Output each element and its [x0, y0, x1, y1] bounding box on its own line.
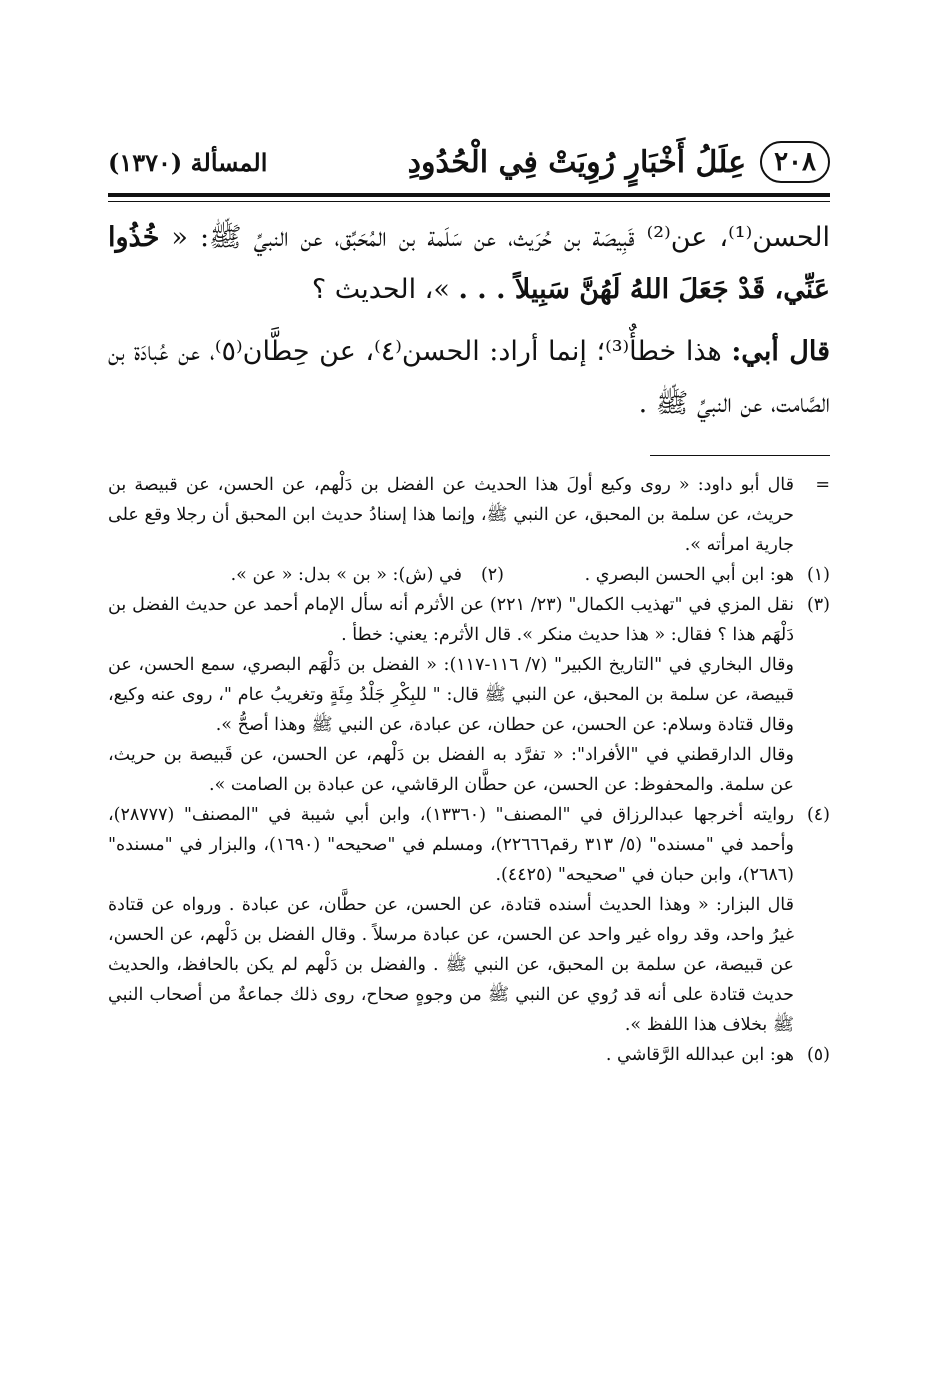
book-title: عِلَلُ أَخْبَارٍ رُوِيَتْ فِي الْحُدُودِ	[407, 144, 747, 180]
footnote-text: هو: ابن عبدالله الرَّقاشي .	[605, 1045, 794, 1065]
footnote-text: نقل المزي في "تهذيب الكمال" (٢٣/ ٢٢١) عن الأثرم أنه سأل الإمام أحمد عن حديث الفضل بن دَلْهَم هذا ؟ فقال: « هذا حديث منكر ». قال الأثرم: يعني: خطأ .	[108, 595, 794, 645]
footnote-continuation	[108, 470, 830, 560]
page-number: ٢٠٨	[760, 141, 830, 183]
header-rule-thick	[108, 193, 830, 197]
footnote-mark: (٥)	[806, 1045, 830, 1065]
footnote-mark: =	[815, 475, 830, 495]
footnote-3	[108, 590, 830, 800]
question-text: الحسن⁽¹⁾، عن⁽²⁾ قَبِيصَة بن حُرَيث، عن سَلَمة بن المُحَبِّق، عن النبيِّ ﷺ: «	[159, 222, 830, 253]
question-end: »، الحديث ؟	[311, 274, 459, 305]
paragraph-question	[108, 212, 830, 316]
hadith-quote: خُذُوا عَنِّي، قَدْ جَعَلَ اللهُ لَهُنَّ سَبِيلاً . . .	[108, 222, 830, 305]
main-text	[108, 212, 830, 430]
footnote-text: روايته أخرجها عبدالرزاق في "المصنف" (١٣٣٦٠)، وابن أبي شيبة في "المصنف" (٢٨٧٧٧)، وأحمد في "مسنده" (٥/ ٣١٣ رقم٢٢٦٦٦)، ومسلم في "صحيحه" (١٦٩٠)، والبزار في "مسنده" (٢٦٨٦)، وابن حبان في "صحيحه" (٤٤٢٥).	[108, 805, 794, 885]
page-header	[108, 140, 830, 184]
footnote-text: في (ش): « بن » بدل: « عن ».	[230, 565, 462, 585]
footnote-mark: (١)	[806, 565, 830, 585]
footnote-row-1-2	[108, 560, 830, 590]
speaker-label: قال أبي:	[731, 336, 830, 367]
header-rule-thin	[108, 201, 830, 202]
issue-label: المسألة (١٣٧٠)	[108, 147, 268, 177]
answer-text: هذا خطأٌ⁽³⁾؛ إنما أراد: الحسن⁽٤⁾، عن حِطَّان⁽٥⁾، عن عُبادَة بن الصَّامت، عن النبيِّ ﷺ .	[108, 336, 830, 419]
footnote-text: قال أبو داود: « روى وكيع أولَ هذا الحديث عن الفضل بن دَلْهم، عن الحسن، عن قبيصة بن حريث، عن سلمة بن المحبق، عن النبي ﷺ، وإنما هذا إسنادُ حديث ابن المحبق أن رجلا وقع على جارية امرأته ».	[108, 475, 794, 555]
footnote-separator	[650, 455, 830, 456]
footnote-mark: (٣)	[806, 595, 830, 615]
paragraph-answer	[108, 326, 830, 430]
footnote-text: قال البزار: « وهذا الحديث أسنده قتادة، عن الحسن، عن حطَّان، عن عبادة . ورواه عن قتادة غيرُ واحد، وقد رواه غير واحد عن الحسن، عن عبادة مرسلاً . وقال الفضل بن دَلْهم، عن الحسن، عن قبيصة، عن سلمة بن المحبق، عن النبي ﷺ . والفضل بن دَلْهم لم يكن بالحافظ، والحديث حديث قتادة على أنه قد رُوي عن النبي ﷺ من وجوهٍ صحاح، روى ذلك جماعةٌ من أصحاب النبي ﷺ بخلاف هذا اللفظ ».	[108, 895, 794, 1035]
footnote-mark: (٤)	[806, 805, 830, 825]
footnote-text: وقال الدارقطني في "الأفراد": « تفرَّد به الفضل بن دَلْهم، عن الحسن، عن قَبيصة بن حريث، عن سلمة. والمحفوظ: عن الحسن، عن حطَّان الرقاشي، عن عبادة بن الصامت ».	[108, 745, 794, 795]
footnote-text: هو: ابن أبي الحسن البصري .	[584, 565, 794, 585]
header-title-group	[408, 141, 830, 183]
footnote-mark: (٢)	[480, 565, 504, 585]
footnote-4	[108, 800, 830, 1040]
footnotes	[108, 470, 830, 1070]
footnote-text: وقال البخاري في "التاريخ الكبير" (٧/ ١١٦-١١٧): « الفضل بن دَلْهَم البصري، سمع الحسن، عن قبيصة، عن سلمة بن المحبق، عن النبي ﷺ قال: " للبِكْرِ جَلْدُ مِئَةٍ وتغريبُ عام "، روى عنه وكيع، وقال قتادة وسلام: عن الحسن، عن حطان، عن عبادة، عن النبي ﷺ وهذا أصحُّ ».	[108, 655, 794, 735]
footnote-5	[108, 1040, 830, 1070]
